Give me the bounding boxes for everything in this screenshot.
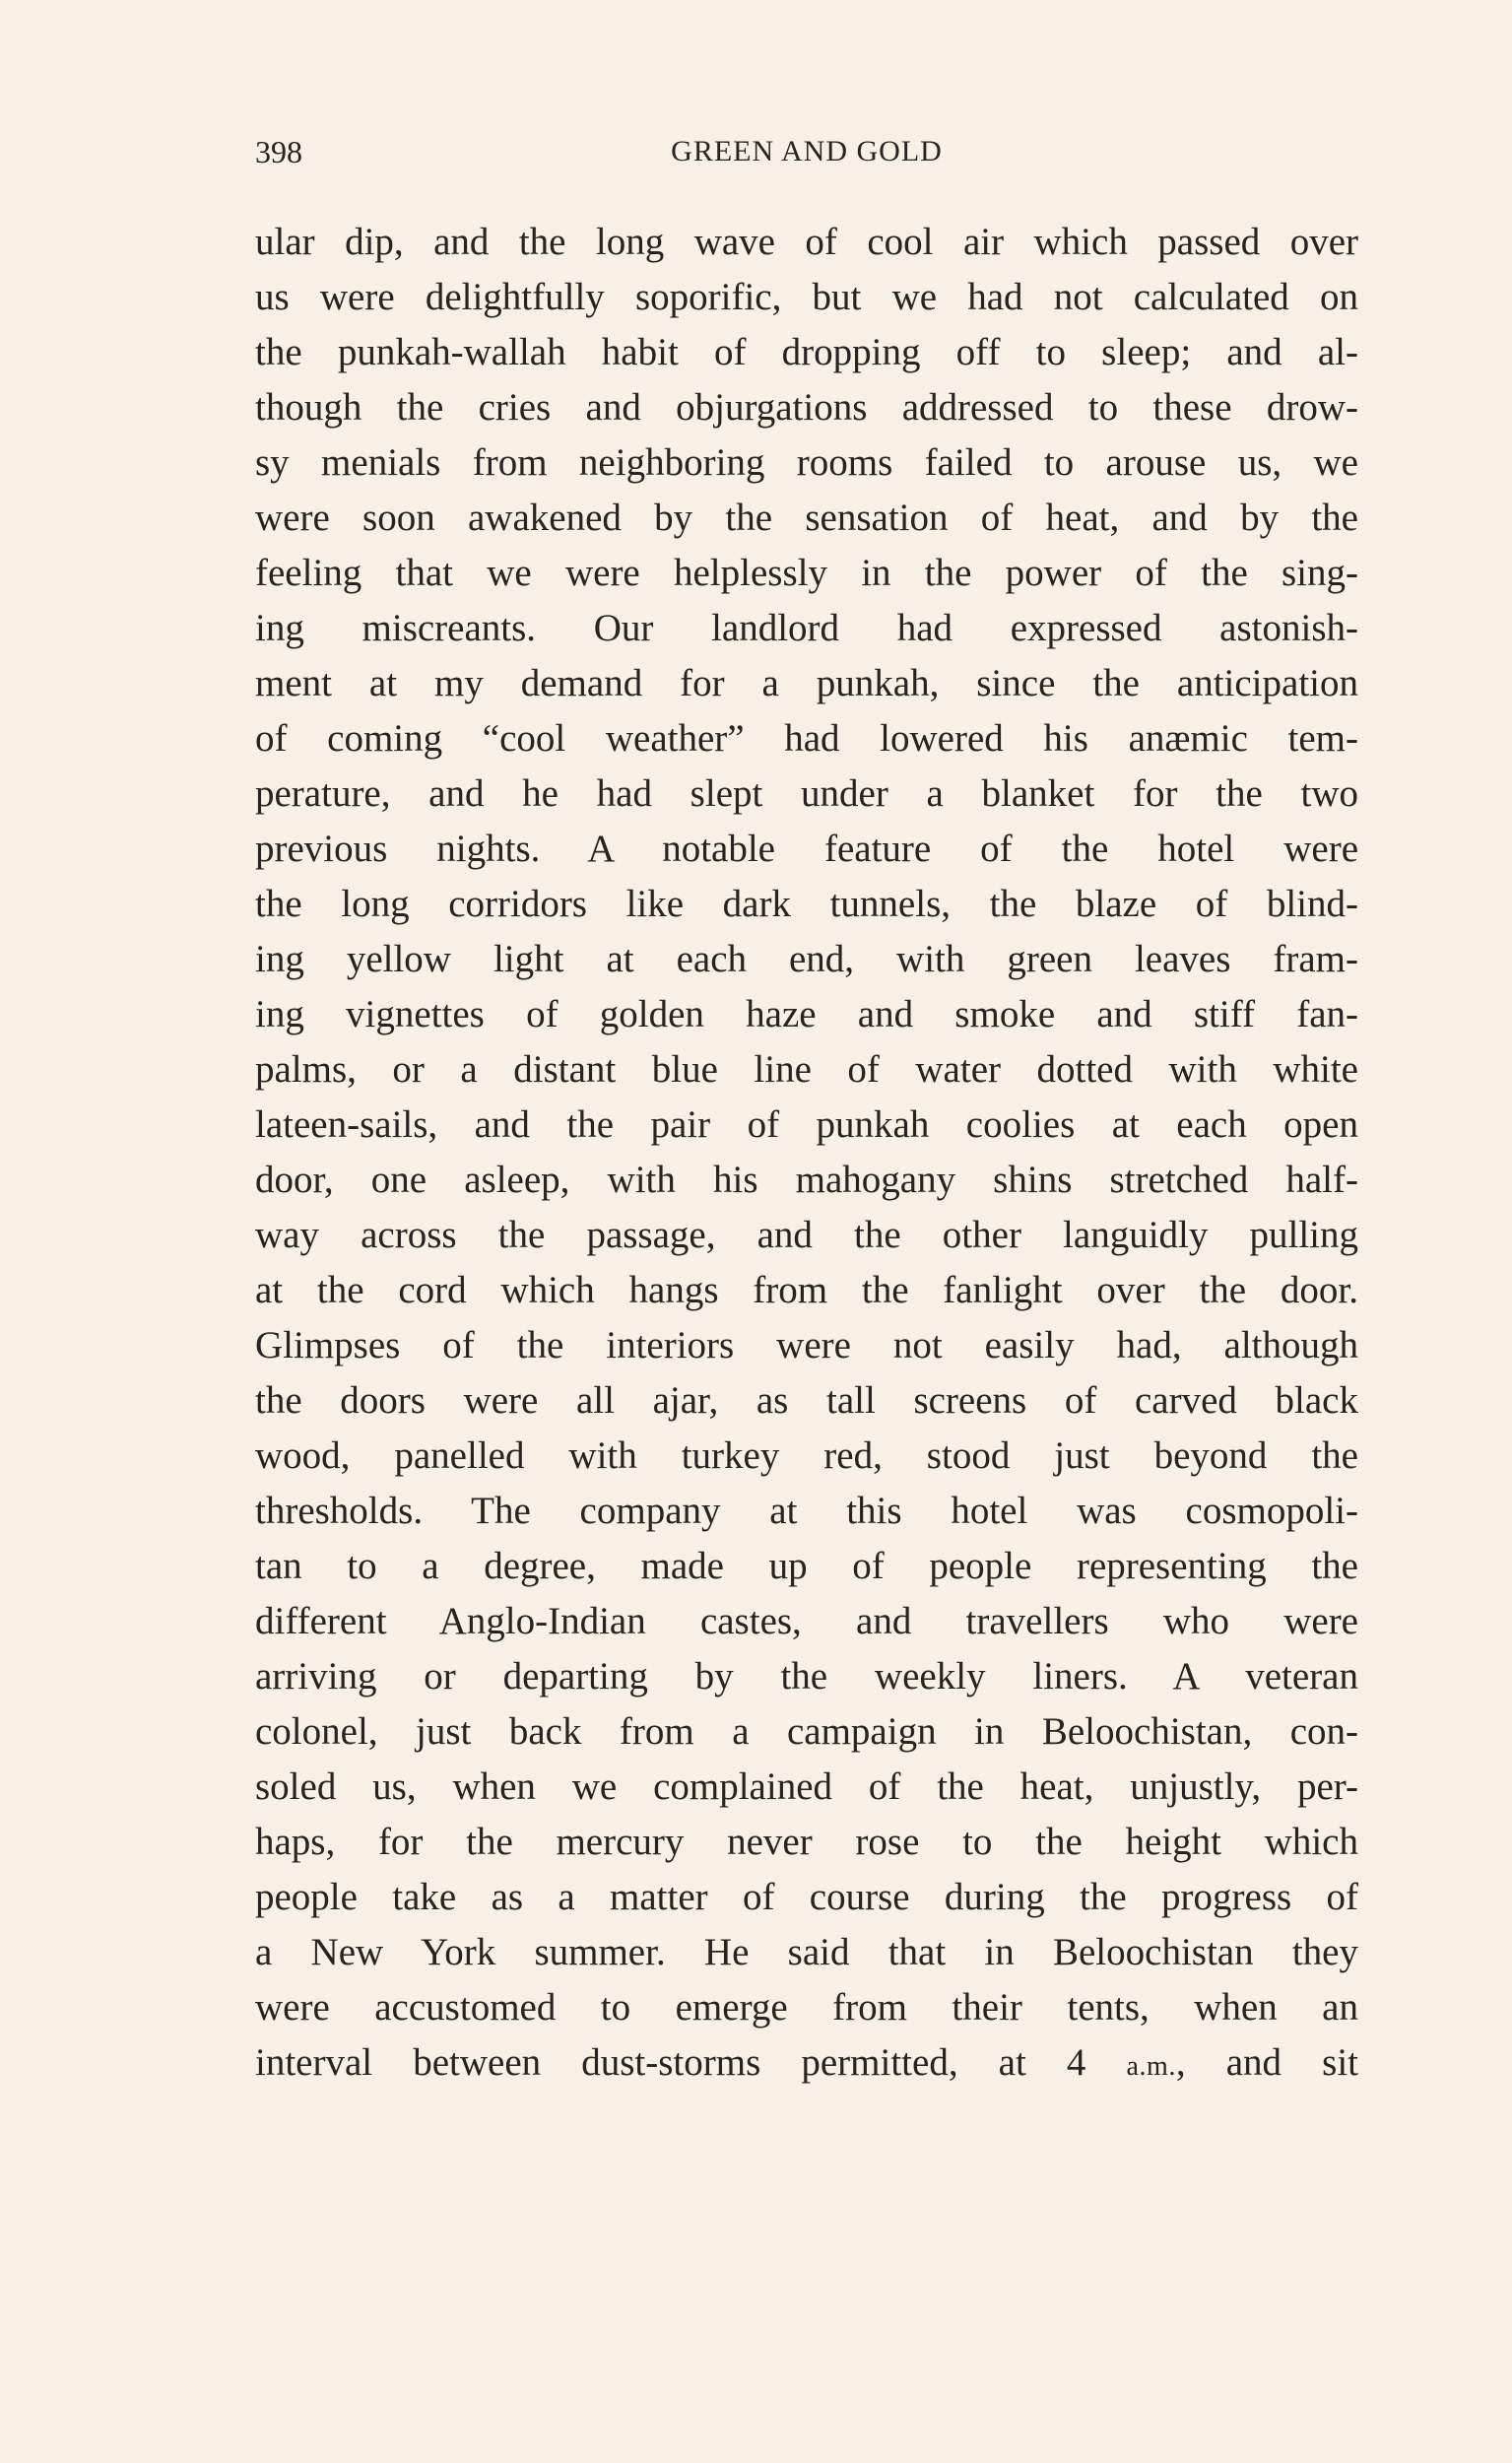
text-line: arriving or departing by the weekly liners. A veteran xyxy=(255,1655,1358,1697)
text-line: ing miscreants. Our landlord had expressed astonish- xyxy=(255,607,1358,649)
text-fragment: , and sit xyxy=(1175,2041,1358,2084)
text-line: tan to a degree, made up of people representing the xyxy=(255,1545,1358,1587)
text-line: feeling that we were helplessly in the power of the sing- xyxy=(255,552,1358,594)
text-line: the punkah-wallah habit of dropping off to sleep; and al- xyxy=(255,331,1358,373)
page-number: 398 xyxy=(255,134,302,169)
text-line: previous nights. A notable feature of the hotel were xyxy=(255,828,1358,870)
text-line: the long corridors like dark tunnels, the blaze of blind- xyxy=(255,883,1358,925)
text-line: different Anglo-Indian castes, and travellers who were xyxy=(255,1600,1358,1642)
text-line: Glimpses of the interiors were not easily had, although xyxy=(255,1324,1358,1366)
text-line: us were delightfully soporific, but we had not calculated on xyxy=(255,276,1358,318)
text-line: soled us, when we complained of the heat, unjustly, per- xyxy=(255,1765,1358,1808)
body-text xyxy=(255,215,1358,2091)
text-line: way across the passage, and the other languidly pulling xyxy=(255,1214,1358,1256)
text-line: people take as a matter of course during the progress of xyxy=(255,1876,1358,1918)
text-line: ular dip, and the long wave of cool air which passed over xyxy=(255,221,1358,263)
text-line: door, one asleep, with his mahogany shins stretched half- xyxy=(255,1159,1358,1201)
text-line: at the cord which hangs from the fanlight over the door. xyxy=(255,1269,1358,1311)
text-line: were soon awakened by the sensation of heat, and by the xyxy=(255,497,1358,539)
text-fragment: interval between dust-storms permitted, at 4 xyxy=(255,2041,1127,2084)
text-line: ing yellow light at each end, with green leaves fram- xyxy=(255,938,1358,980)
text-line: the doors were all ajar, as tall screens of carved black xyxy=(255,1379,1358,1422)
text-line: thresholds. The company at this hotel was cosmopoli- xyxy=(255,1490,1358,1532)
text-line: ing vignettes of golden haze and smoke and stiff fan- xyxy=(255,993,1358,1035)
page-header xyxy=(255,128,1358,175)
text-line: of coming “cool weather” had lowered his anæmic tem- xyxy=(255,717,1358,760)
text-line: lateen-sails, and the pair of punkah coolies at each open xyxy=(255,1103,1358,1146)
text-line: a New York summer. He said that in Beloochistan they xyxy=(255,1931,1358,1973)
text-line: though the cries and objurgations addressed to these drow- xyxy=(255,386,1358,429)
text-line: ment at my demand for a punkah, since the anticipation xyxy=(255,662,1358,704)
text-line: wood, panelled with turkey red, stood just beyond the xyxy=(255,1434,1358,1477)
text-line: haps, for the mercury never rose to the height which xyxy=(255,1821,1358,1863)
text-line: palms, or a distant blue line of water dotted with white xyxy=(255,1048,1358,1091)
text-line: were accustomed to emerge from their tents, when an xyxy=(255,1986,1358,2029)
text-line: colonel, just back from a campaign in Beloochistan, con- xyxy=(255,1710,1358,1753)
running-head: GREEN AND GOLD xyxy=(671,135,943,167)
small-caps-abbreviation: a.m. xyxy=(1126,2051,1176,2082)
text-line: sy menials from neighboring rooms failed to arouse us, we xyxy=(255,441,1358,484)
text-line-last xyxy=(255,2035,1358,2091)
text-line: perature, and he had slept under a blanket for the two xyxy=(255,772,1358,815)
